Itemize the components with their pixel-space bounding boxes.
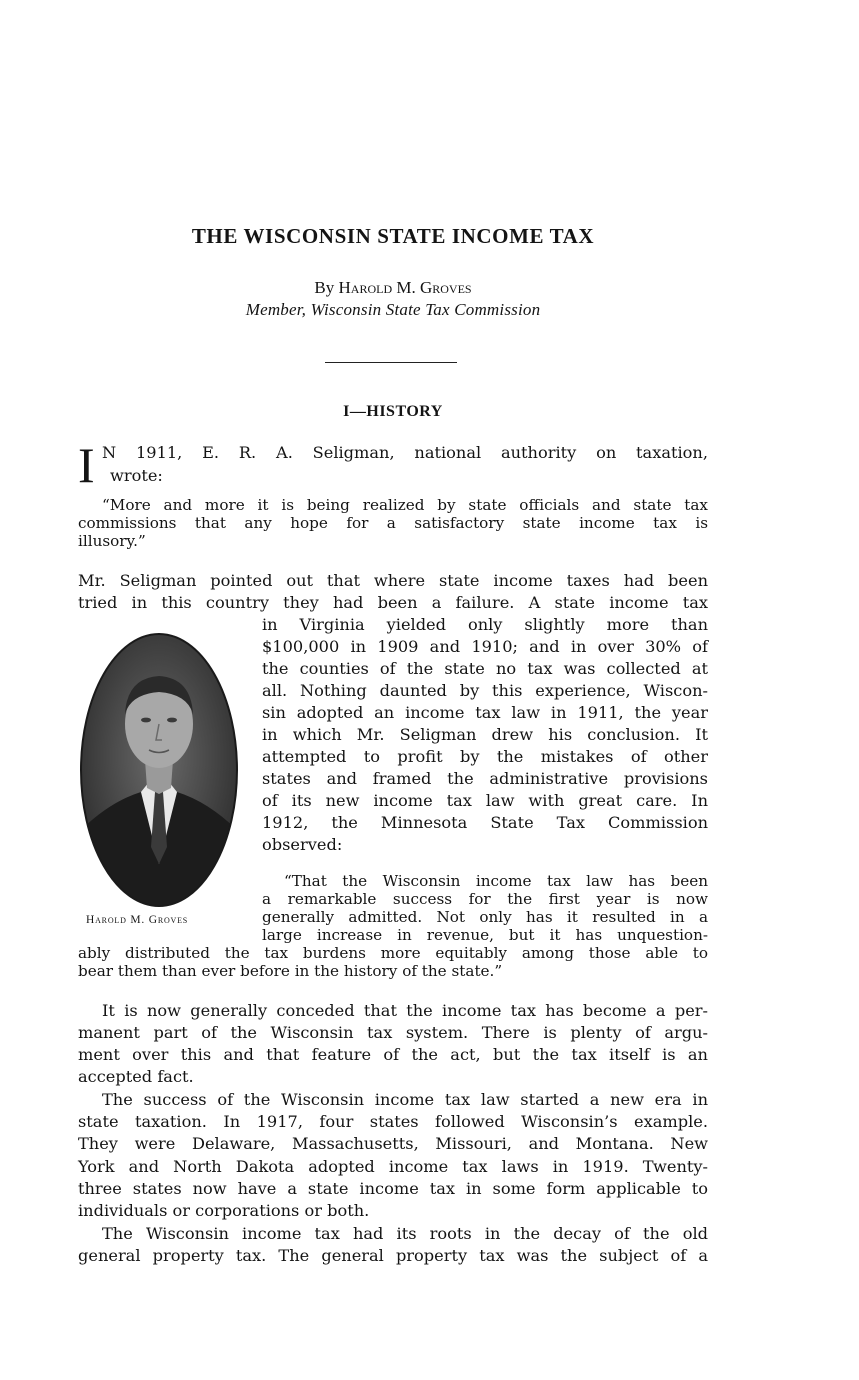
body-line: individuals or corporations or both. [78, 1201, 370, 1220]
quote-line: “That the Wisconsin income tax law has been [284, 872, 708, 890]
body-line: The success of the Wisconsin income tax law started a new era in [102, 1090, 708, 1109]
body-line: three states now have a state income tax in some form applicable to [78, 1179, 708, 1198]
quote-line: “More and more it is being realized by state officials and state tax [102, 496, 708, 514]
body-line: states and framed the administrative provisions [262, 769, 708, 788]
body-line: ment over this and that feature of the act, but the tax itself is an [78, 1045, 708, 1064]
quote-line: illusory.” [78, 532, 146, 550]
quote-line: generally admitted. Not only has it resulted in a [262, 908, 708, 926]
body-line: accepted fact. [78, 1067, 194, 1086]
quote-line: bear them than ever before in the history of the state.” [78, 962, 503, 980]
body-line: attempted to profit by the mistakes of other [262, 747, 708, 766]
intro-line: N 1911, E. R. A. Seligman, national authority on taxation, [102, 443, 708, 462]
body-line: general property tax. The general property tax was the subject of a [78, 1246, 708, 1265]
body-line: York and North Dakota adopted income tax laws in 1919. Twenty- [78, 1157, 708, 1176]
author-portrait [79, 632, 239, 908]
body-line: in Virginia yielded only slightly more than [262, 615, 708, 634]
body-line: state taxation. In 1917, four states followed Wisconsin’s example. [78, 1112, 708, 1131]
body-line: of its new income tax law with great care. In [262, 791, 708, 810]
body-line: tried in this country they had been a failure. A state income tax [78, 593, 708, 612]
body-line: $100,000 in 1909 and 1910; and in over 30% of [262, 637, 708, 656]
quote-line: a remarkable success for the first year is now [262, 890, 708, 908]
quote-line: commissions that any hope for a satisfactory state income tax is [78, 514, 708, 532]
body-line: They were Delaware, Massachusetts, Missouri, and Montana. New [78, 1134, 708, 1153]
byline [78, 278, 708, 298]
article-title: THE WISCONSIN STATE INCOME TAX [191, 224, 595, 248]
byline-prefix: By [314, 278, 339, 297]
quote-line: ably distributed the tax burdens more equitably among those able to [78, 944, 708, 962]
portrait-caption: Harold M. Groves [86, 914, 189, 926]
body-line: manent part of the Wisconsin tax system. There is plenty of argu- [78, 1023, 708, 1042]
quote-line: large increase in revenue, but it has unquestion- [262, 926, 708, 944]
author-affiliation: Member, Wisconsin State Tax Commission [245, 300, 541, 319]
body-line: sin adopted an income tax law in 1911, the year [262, 703, 708, 722]
title-divider [325, 362, 457, 363]
body-line: The Wisconsin income tax had its roots in the decay of the old [102, 1224, 708, 1243]
body-line: all. Nothing daunted by this experience, Wiscon- [262, 681, 708, 700]
body-line: 1912, the Minnesota State Tax Commission [262, 813, 708, 832]
body-line: Mr. Seligman pointed out that where state income taxes had been [78, 571, 708, 590]
body-line: observed: [262, 835, 343, 854]
section-heading: I—HISTORY [343, 403, 443, 420]
body-line: in which Mr. Seligman drew his conclusion. It [262, 725, 708, 744]
body-line: It is now generally conceded that the income tax has become a per- [102, 1001, 708, 1020]
drop-cap: I [78, 437, 95, 493]
intro-line: wrote: [110, 466, 163, 485]
author-name: Harold M. Groves [338, 278, 472, 297]
body-line: the counties of the state no tax was collected at [262, 659, 708, 678]
